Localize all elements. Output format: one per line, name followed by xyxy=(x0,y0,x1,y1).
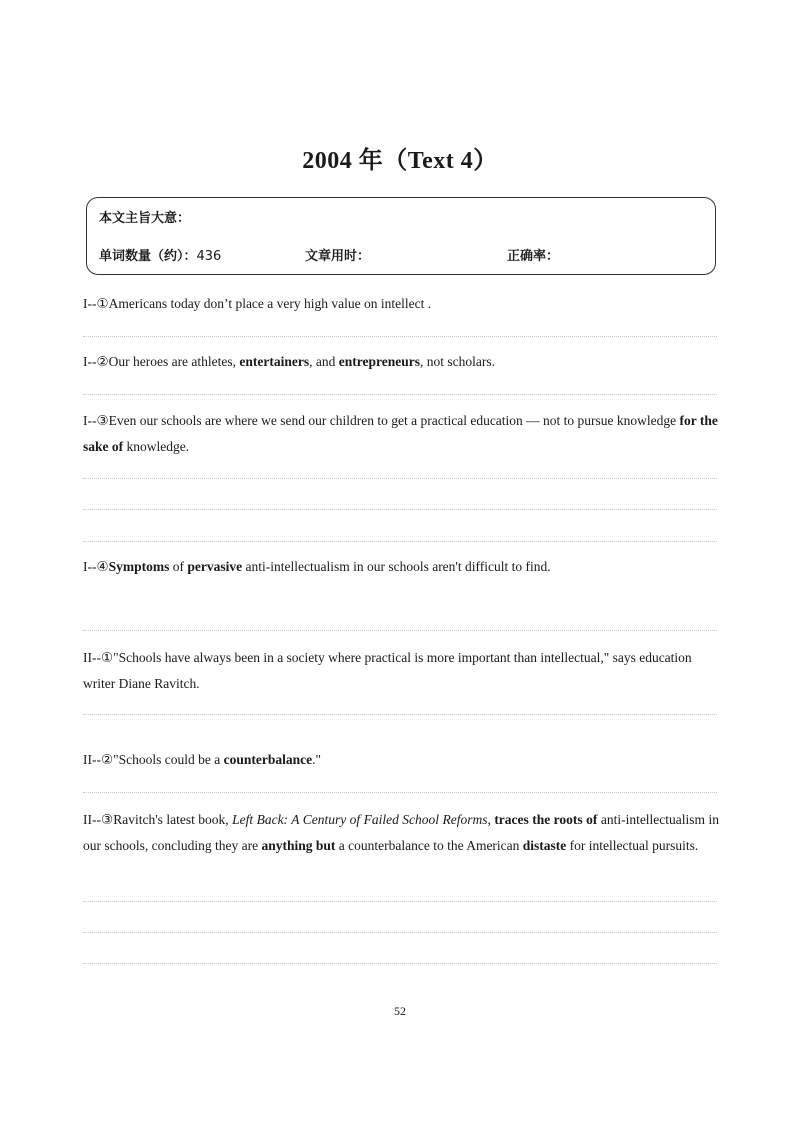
page-title: 2004 年（Text 4） xyxy=(302,148,498,174)
word-count-label: 单词数量（约）： xyxy=(99,249,197,264)
sentence-id: II--① xyxy=(83,650,114,665)
answer-line xyxy=(83,963,717,964)
sentence-text: anti-intellectualism in our schools, concluding they are xyxy=(83,812,719,853)
answer-line xyxy=(83,336,717,337)
summary-info-box xyxy=(86,197,716,275)
sentence-id: I--④ xyxy=(83,559,109,574)
sentence xyxy=(83,554,719,580)
answer-line xyxy=(83,932,717,933)
sentence-id: II--② xyxy=(83,752,114,767)
sentence-text: Left Back: A Century of Failed School Reforms xyxy=(232,812,488,827)
answer-line xyxy=(83,630,717,631)
sentence-text: knowledge. xyxy=(123,439,190,454)
bold-phrase: distaste xyxy=(522,838,567,853)
sentence-text: Americans today don’t place a very high value on intellect . xyxy=(108,296,432,311)
page-number: 52 xyxy=(394,1004,406,1018)
sentence xyxy=(83,291,719,317)
sentence-text: of xyxy=(169,559,188,574)
bold-phrase: counterbalance xyxy=(223,752,313,767)
answer-line xyxy=(83,478,717,479)
word-count-value: 436 xyxy=(196,249,222,264)
main-idea-label: 本文主旨大意： xyxy=(99,211,191,226)
sentence xyxy=(83,408,719,460)
bold-phrase: entrepreneurs xyxy=(338,354,421,369)
answer-line xyxy=(83,509,717,510)
sentence-id: I--② xyxy=(83,354,109,369)
sentence-id: I--① xyxy=(83,296,109,311)
sentence-text: for intellectual pursuits. xyxy=(566,838,699,853)
sentence xyxy=(83,807,719,859)
sentence xyxy=(83,645,719,697)
answer-line xyxy=(83,792,717,793)
sentence-text: anti-intellectualism in our schools aren't difficult to find. xyxy=(242,559,551,574)
bold-phrase: pervasive xyxy=(187,559,243,574)
sentence-text: ." xyxy=(312,752,321,767)
sentence-text: Even our schools are where we send our children to get a practical education — not to pursue knowledge xyxy=(108,413,680,428)
sentence-text: a counterbalance to the American xyxy=(335,838,523,853)
reading-time-label: 文章用时： xyxy=(305,249,371,264)
bold-phrase: Symptoms xyxy=(108,559,170,574)
answer-line xyxy=(83,901,717,902)
bold-phrase: anything but xyxy=(261,838,336,853)
word-count-field xyxy=(99,245,221,264)
sentence-text: , not scholars. xyxy=(420,354,496,369)
sentence-text: "Schools have always been in a society where practical is more important than intellectual," says education writer Diane Ravitch. xyxy=(83,650,692,691)
sentence-text: , and xyxy=(309,354,339,369)
sentence xyxy=(83,747,719,773)
accuracy-label: 正确率： xyxy=(507,249,560,264)
sentence-id: I--③ xyxy=(83,413,109,428)
answer-line xyxy=(83,394,717,395)
sentence-text: Ravitch's latest book, xyxy=(113,812,233,827)
sentence-id: II--③ xyxy=(83,812,114,827)
sentence-text: Our heroes are athletes, xyxy=(108,354,240,369)
answer-line xyxy=(83,541,717,542)
sentence-text: "Schools could be a xyxy=(113,752,224,767)
answer-line xyxy=(83,714,717,715)
bold-phrase: for the sake of xyxy=(83,413,718,454)
sentence xyxy=(83,349,719,375)
sentence-text: , xyxy=(487,812,495,827)
bold-phrase: entertainers xyxy=(239,354,310,369)
bold-phrase: traces the roots of xyxy=(494,812,598,827)
